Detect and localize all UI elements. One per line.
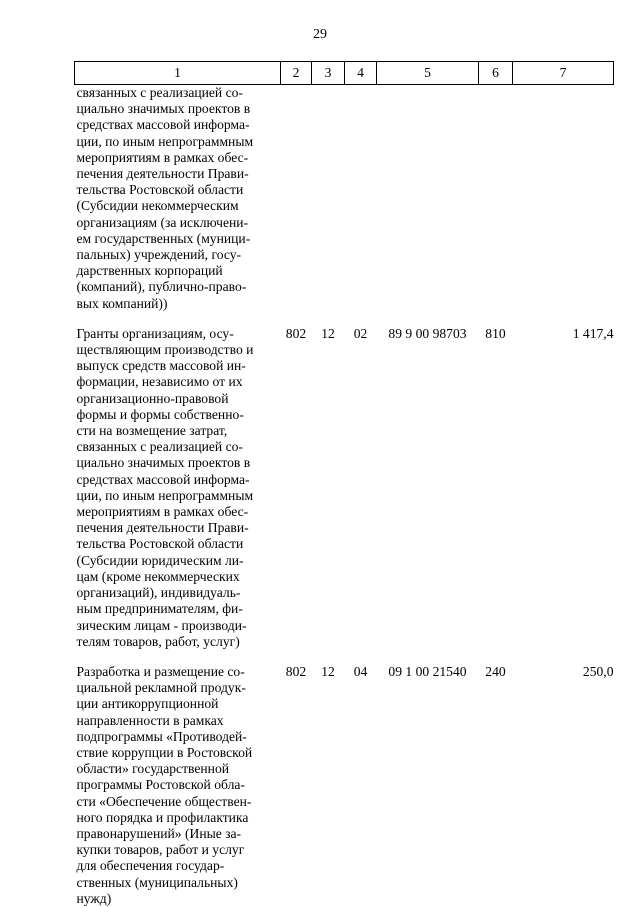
target-article-code [377, 85, 479, 312]
description-line: направленности в рамках [76, 712, 224, 728]
description-line: (Субсидии юридическим ли- [76, 552, 244, 568]
description-line: Разработка и размещение со- [76, 663, 245, 679]
description-line: правонарушений» (Иные за- [76, 825, 242, 841]
description-line: подпрограммы «Противодей- [76, 728, 247, 744]
description-line: циально значимых проектов в [76, 101, 251, 117]
description-line: средствах массовой информа- [76, 117, 250, 133]
target-article-code: 89 9 00 98703 [388, 325, 467, 341]
description-line: формации, независимо от их [76, 374, 243, 390]
description-line: сти «Обеспечение обществен- [76, 793, 252, 809]
description-line: нужд) [76, 890, 112, 906]
description-line: Гранты организациям, осу- [76, 325, 234, 341]
description-line: формы и формы собственно- [76, 406, 244, 422]
ministry-code: 802 [285, 325, 307, 341]
description-line: ем государственных (муници- [76, 230, 251, 246]
description-line: тельства Ростовской области [76, 182, 244, 198]
description-line: тельства Ростовской области [76, 536, 244, 552]
description-line: ного порядка и профилактика [76, 809, 249, 825]
description-line: мероприятиям в рамках обес- [76, 504, 249, 520]
table-row [75, 85, 614, 312]
description-line: вых компаний)) [76, 295, 168, 311]
ministry-code [281, 85, 312, 312]
ministry-code: 802 [285, 663, 307, 679]
description-line: ции, по иным непрограммным [76, 487, 254, 503]
expense-type-code: 810 [485, 325, 506, 341]
column-header-6: 6 [479, 62, 513, 85]
description-line: организаций), индивидуаль- [76, 585, 241, 601]
page-number: 29 [313, 27, 327, 42]
description-line: ществляющим производство и [76, 342, 254, 358]
table-row [75, 650, 614, 907]
description-line: организационно-правовой [76, 390, 229, 406]
description-line: ции антикоррупционной [76, 696, 219, 712]
budget-table [74, 61, 614, 907]
description-line: ции, по иным непрограммным [76, 133, 254, 149]
amount: 250,0 [582, 663, 614, 679]
description-line: (компаний), публично-правo- [76, 279, 247, 295]
subsection-code: 04 [353, 663, 368, 679]
description-line: связанных с реализацией со- [76, 85, 243, 100]
description-line: средствах массовой информа- [76, 471, 250, 487]
description-line: цам (кроме некоммерческих [76, 568, 240, 584]
column-header-3: 3 [312, 62, 345, 85]
column-header-2: 2 [281, 62, 312, 85]
section-code: 12 [321, 663, 335, 679]
description-line: печения деятельности Прави- [76, 520, 249, 536]
description-line: (Субсидии некоммерческим [76, 198, 239, 214]
row-description [75, 650, 281, 907]
description-line: мероприятиям в рамках обес- [76, 149, 249, 165]
column-header-7: 7 [513, 62, 614, 85]
description-line: программы Ростовской обла- [76, 777, 245, 793]
description-line: ственных (муниципальных) [76, 874, 238, 890]
description-line: организациям (за исключени- [76, 214, 249, 230]
description-line: выпуск средств массовой ин- [76, 358, 246, 374]
description-line: сти на возмещение затрат, [76, 423, 228, 439]
description-line: зическим лицам - производи- [76, 617, 247, 633]
description-line: ствие коррупции в Ростовской [76, 744, 253, 760]
description-line: телям товаров, работ, услуг) [76, 633, 240, 649]
subsection-code [345, 85, 377, 312]
amount [513, 85, 614, 312]
section-code: 12 [321, 325, 335, 341]
expense-type-code: 240 [485, 663, 506, 679]
target-article-code: 09 1 00 21540 [388, 663, 467, 679]
description-line: ным предпринимателям, фи- [76, 601, 243, 617]
description-line: купки товаров, работ и услуг [76, 842, 245, 858]
column-header-5: 5 [377, 62, 479, 85]
section-code [312, 85, 345, 312]
description-line: пальных) учреждений, госу- [76, 247, 242, 263]
table-header-row [75, 62, 614, 85]
description-line: циально значимых проектов в [76, 455, 251, 471]
row-description [75, 85, 281, 312]
row-description [75, 312, 281, 650]
description-line: циальной рекламной продук- [76, 680, 246, 696]
description-line: печения деятельности Прави- [76, 166, 249, 182]
description-line: области» государственной [76, 761, 230, 777]
table-row [75, 312, 614, 650]
column-header-4: 4 [345, 62, 377, 85]
description-line: дарственных корпораций [76, 263, 223, 279]
description-line: для обеспечения государ- [76, 858, 225, 874]
column-header-1: 1 [75, 62, 281, 85]
subsection-code: 02 [353, 325, 368, 341]
amount: 1 417,4 [572, 325, 614, 341]
description-line: связанных с реализацией со- [76, 439, 243, 455]
expense-type-code [479, 85, 513, 312]
